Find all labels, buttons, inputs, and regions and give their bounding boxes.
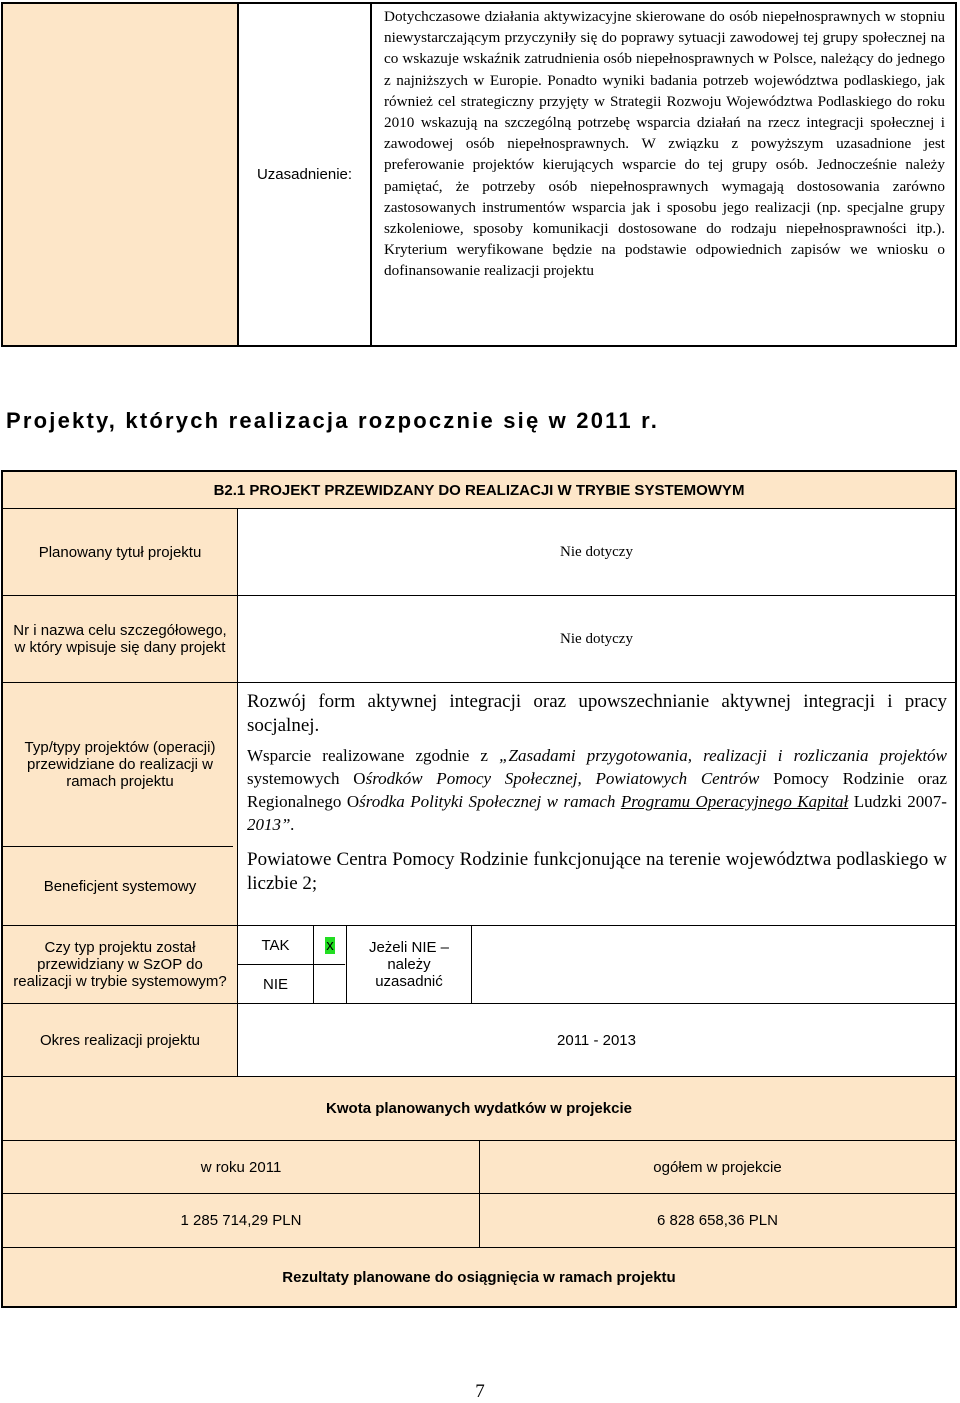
tak-checkbox[interactable] (314, 926, 346, 964)
nie-label: NIE (238, 965, 313, 1003)
year-label: w roku 2011 (200, 1158, 282, 1176)
section-heading: Projekty, których realizacja rozpocznie się w 2011 r. (6, 408, 660, 433)
text-italic-underline: Programu Operacyjnego Kapitał (620, 792, 849, 811)
text-italic: środków Pomocy Społecznej, Powiatowych Centrów (365, 769, 760, 788)
type-value-line2 (247, 744, 947, 836)
period-value: 2011 - 2013 (238, 1004, 955, 1076)
text: Pomocy Rodzinie oraz Regionalnego O (247, 769, 947, 811)
goal-value: Nie dotyczy (238, 596, 955, 682)
text: Ludzki 2007- (848, 792, 947, 811)
type-value (247, 690, 947, 836)
table-header: B2.1 PROJEKT PRZEWIDZANY DO REALIZACJI W TRYBIE SYSTEMOWYM (213, 481, 745, 499)
justify-cell[interactable] (472, 926, 955, 1003)
tak-mark: x (326, 936, 334, 954)
empty-cell (3, 4, 236, 345)
if-no-label: Jeżeli NIE – należy uzasadnić (347, 926, 471, 1003)
title-value: Nie dotyczy (238, 509, 955, 595)
text-italic: „Zasadami przygotowania, realizacji i rozliczania projektów (499, 746, 948, 765)
period-label: Okres realizacji projektu (39, 1031, 201, 1049)
total-label: ogółem w projekcie (653, 1158, 782, 1176)
text-italic: środka Polityki Społecznej w ramach (359, 792, 621, 811)
goal-label: Nr i nazwa celu szczegółowego, w który wpisuje się dany projekt (13, 622, 227, 656)
systemic-label: Czy typ projektu został przewidziany w SzOP do realizacji w trybie systemowym? (13, 939, 227, 990)
year-value: 1 285 714,29 PLN (180, 1212, 302, 1229)
text: Wsparcie realizowane zgodnie z (247, 746, 500, 765)
text-italic: 2013”. (247, 815, 295, 834)
nie-checkbox[interactable] (314, 965, 346, 1003)
project-table (1, 470, 957, 1308)
page-number: 7 (475, 1381, 485, 1402)
justification-table (1, 2, 957, 347)
tak-label: TAK (238, 926, 313, 964)
results-header: Rezultaty planowane do osiągnięcia w ramach projektu (282, 1268, 676, 1286)
beneficiary-label: Beneficjent systemowy (43, 877, 197, 895)
title-label: Planowany tytuł projektu (38, 543, 202, 561)
total-value: 6 828 658,36 PLN (657, 1212, 778, 1229)
justification-text: Dotychczasowe działania aktywizacyjne skierowane do osób niepełnosprawnych w stopniu niewystarczającym przyczyniły się do poprawy sytuacji zawodowej tej grupy społecznej na co wskazuje wskaźnik zatrudnienia osób niepełnosprawnych w Polsce, należący do jednego z najniższych w Europie. Ponadto wyniki badania potrzeb województwa podlaskiego, jak również cel strategiczny przyjęty w Strategii Rozwoju Województwa Podlaskiego do roku 2010 wskazują na szczególną potrzebę wsparcia działań na rzecz integracji społecznej i zawodowej osób niepełnosprawnych. W związku z powyższym uzasadnione jest preferowanie projektów kierujących wsparcie do tej grupy osób. Jednocześnie należy pamiętać, że potrzeby osób niepełnosprawnych wymagają dostosowania zarówno zastosowanych instrumentów wsparcia jak i sposobu jego realizacji (np. specjalne grupy szkoleniowe, sposoby komunikacji dostosowane do rodzaju niepełnosprawności itp.). Kryterium weryfikowane będzie na podstawie odpowiednich zapisów we wniosku o dofinansowanie realizacji projektu (372, 4, 955, 345)
justification-label: Uzasadnienie: (237, 4, 372, 345)
beneficiary-value: Powiatowe Centra Pomocy Rodzinie funkcjonujące na terenie województwa podlaskiego w liczbie 2; (247, 849, 947, 894)
type-value-line1: Rozwój form aktywnej integracji oraz upowszechnianie aktywnej integracji i pracy socjalnej. (247, 691, 947, 736)
expenses-header: Kwota planowanych wydatków w projekcie (326, 1100, 632, 1117)
text: systemowych O (247, 769, 366, 788)
type-label: Typ/typy projektów (operacji) przewidziane do realizacji w ramach projektu (24, 739, 216, 790)
